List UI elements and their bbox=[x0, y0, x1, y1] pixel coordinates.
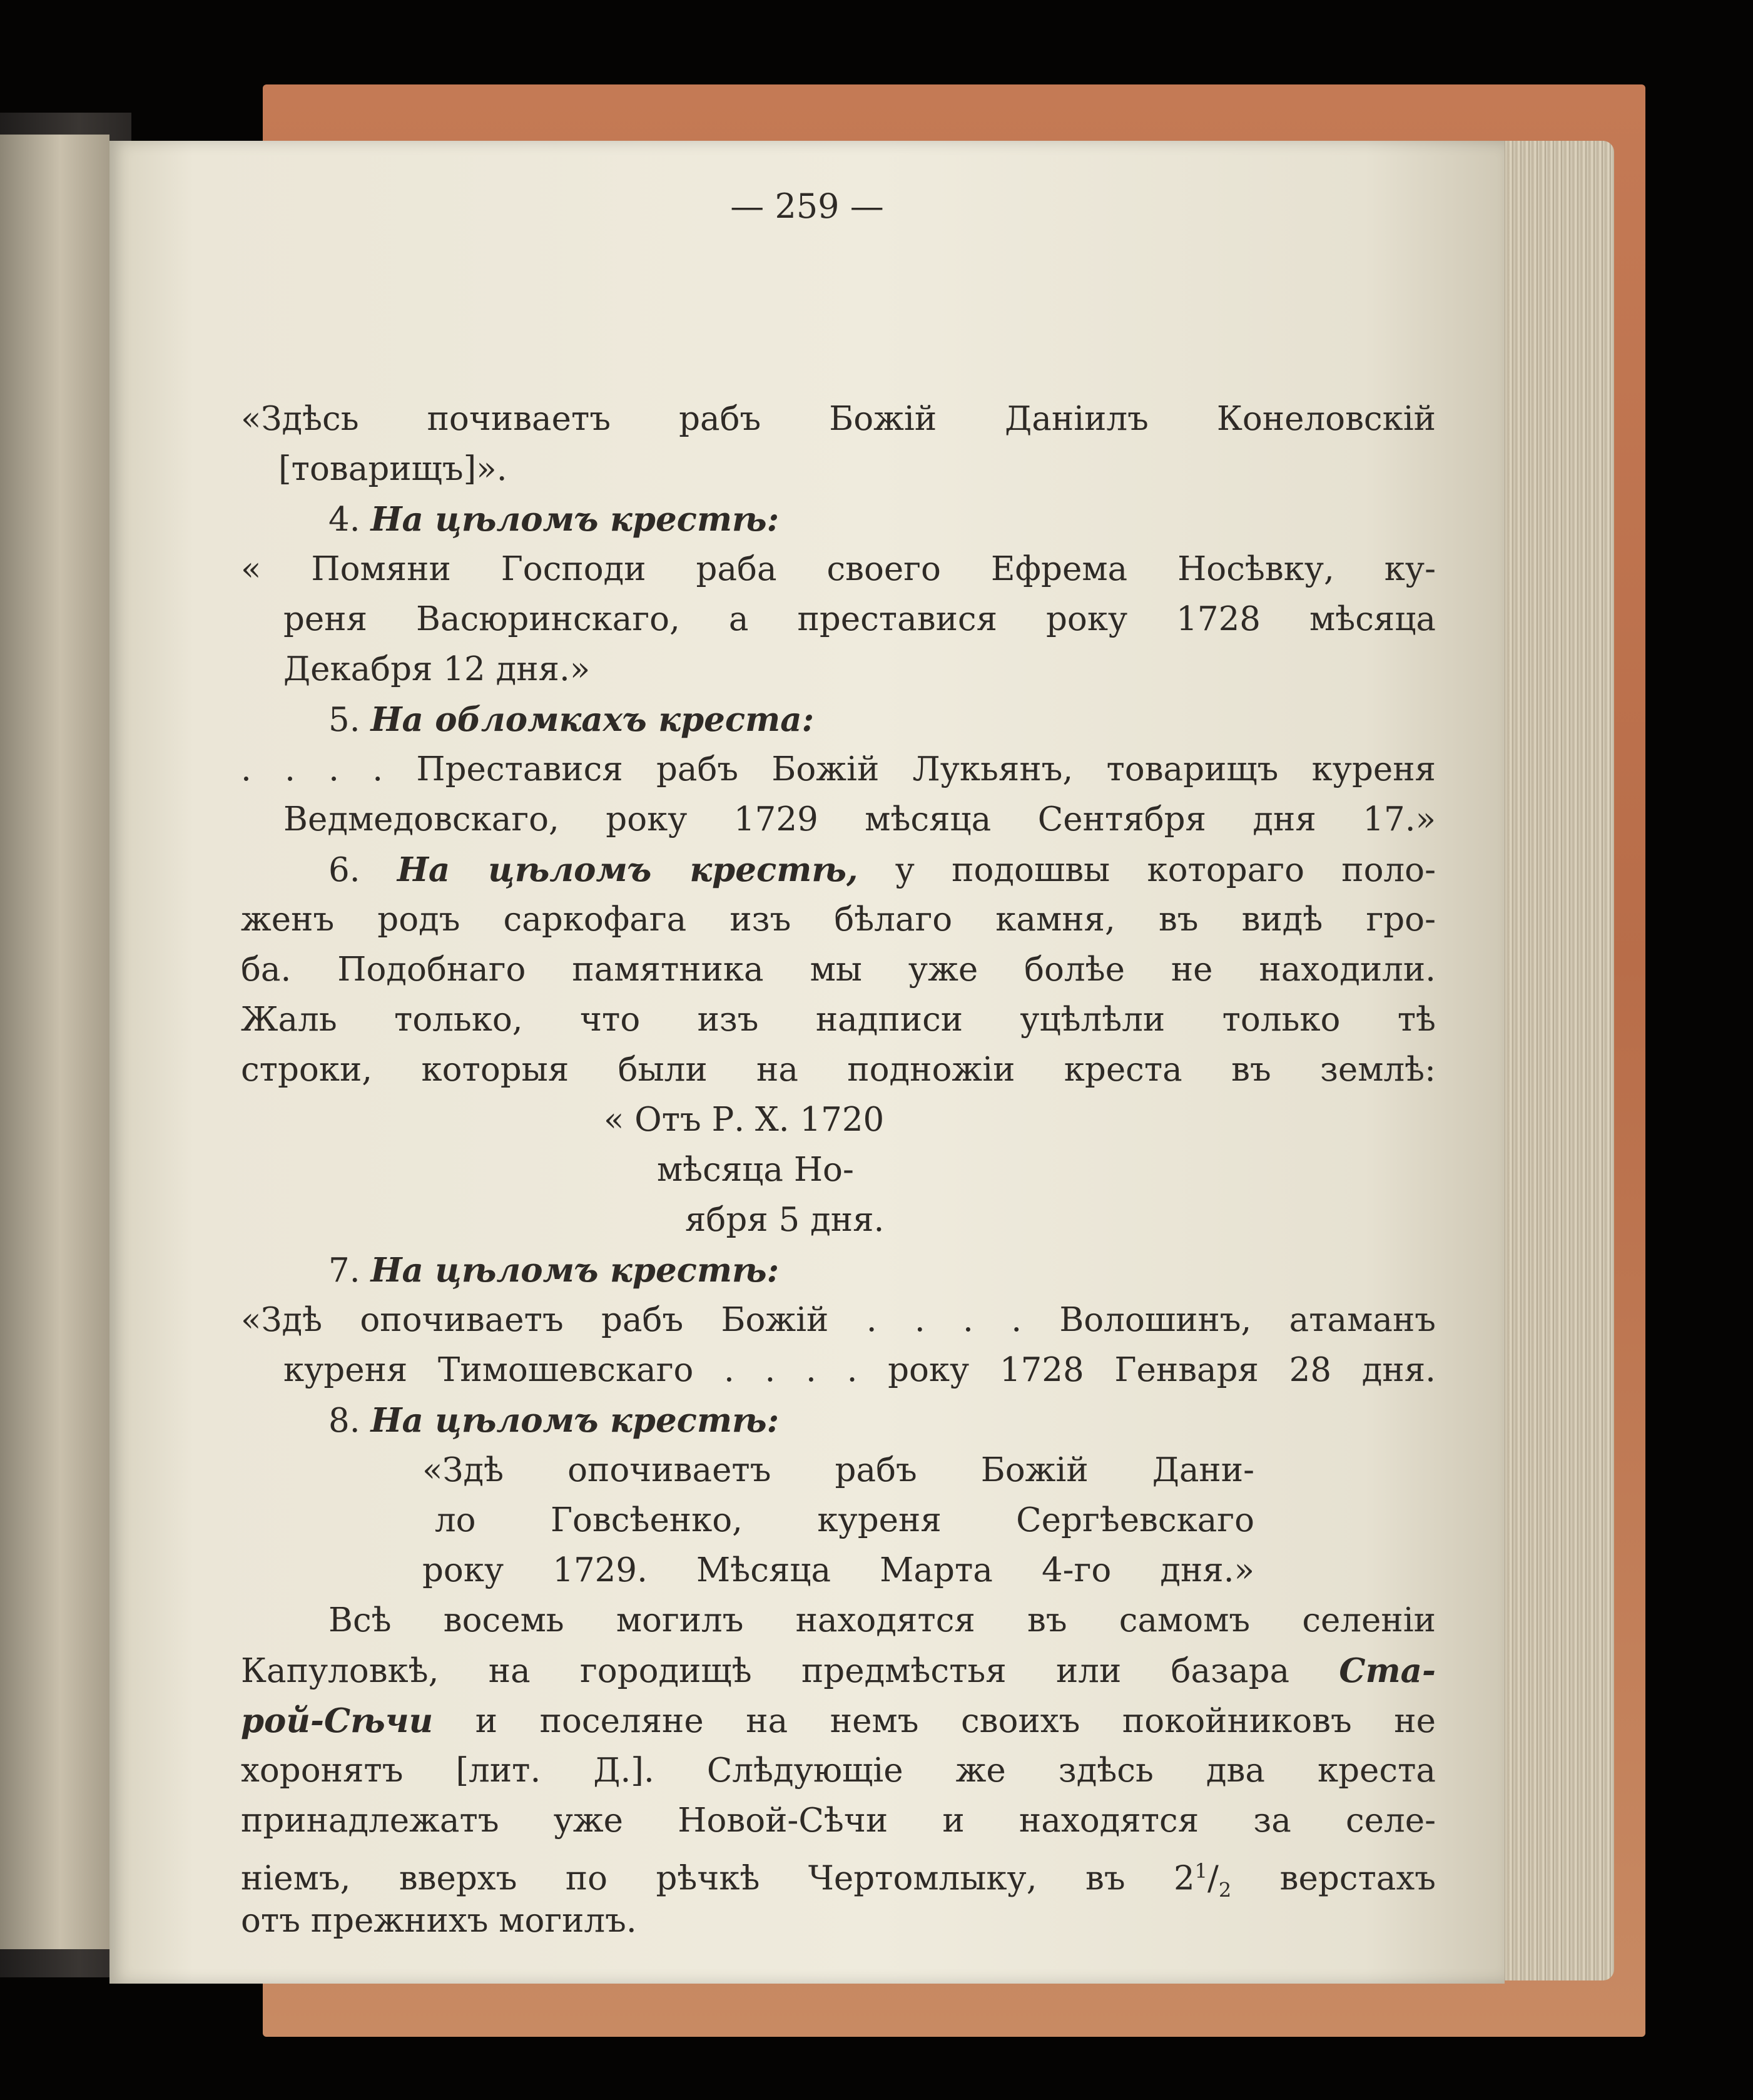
text-run: Капуловкѣ, на городищѣ предмѣстья или базара bbox=[241, 1652, 1290, 1690]
page-number: — 259 — bbox=[730, 186, 884, 226]
text-line: ніемъ, вверхъ по рѣчкѣ Чертомлыку, въ $2^1/_2$ верстахъ bbox=[241, 1859, 1436, 1902]
text-run: ніемъ, вверхъ по рѣчкѣ Чертомлыку, въ 2 bbox=[241, 1859, 1195, 1898]
section-number: 7. bbox=[328, 1251, 360, 1290]
italic-name: Ста- bbox=[1339, 1651, 1436, 1690]
text-line: Декабря 12 дня.» bbox=[283, 650, 591, 688]
page-text bbox=[109, 141, 1505, 1984]
text-line: Всѣ восемь могилъ находятся въ самомъ селеніи bbox=[328, 1601, 1436, 1639]
text-line: [товарищъ]». bbox=[278, 450, 507, 488]
text-line: принадлежатъ уже Новой-Сѣчи и находятся за селе- bbox=[241, 1802, 1436, 1840]
section-title: На цѣломъ крестѣ: bbox=[370, 1401, 780, 1440]
text-line: «Здѣ опочиваетъ рабъ Божій . . . . Волошинъ, атаманъ bbox=[241, 1301, 1436, 1339]
section-heading bbox=[328, 497, 779, 542]
text-line: . . . . Преставися рабъ Божій Лукьянъ, товарищъ куреня bbox=[241, 750, 1436, 788]
text-run: верстахъ bbox=[1279, 1859, 1436, 1898]
text-line: «Здѣсь почиваетъ рабъ Божій Даніилъ Конеловскій bbox=[241, 400, 1436, 438]
text-line: отъ прежнихъ могилъ. bbox=[241, 1902, 637, 1940]
text-line: куреня Тимошевскаго . . . . року 1728 Генваря 28 дня. bbox=[283, 1351, 1436, 1389]
left-page-edge bbox=[0, 135, 109, 1949]
text-line: хоронятъ [лит. Д.]. Слѣдующіе же здѣсь два креста bbox=[241, 1751, 1436, 1790]
section-heading bbox=[328, 698, 814, 742]
fraction-numerator: 1 bbox=[1194, 1859, 1208, 1883]
text-run: у подошвы котораго поло- bbox=[895, 851, 1436, 889]
section-heading bbox=[328, 1248, 779, 1293]
text-line: Ведмедовскаго, року 1729 мѣсяца Сентября дня 17.» bbox=[283, 800, 1436, 838]
text-line: ба. Подобнаго памятника мы уже болѣе не находили. bbox=[241, 951, 1436, 989]
inscription-line: року 1729. Мѣсяца Марта 4-го дня.» bbox=[422, 1551, 1254, 1589]
section-number: 5. bbox=[328, 701, 360, 739]
text-line: строки, которыя были на подножіи креста въ землѣ: bbox=[241, 1051, 1436, 1089]
text-run: и поселяне на немъ своихъ покойниковъ не bbox=[475, 1702, 1436, 1740]
section-heading bbox=[328, 848, 1436, 892]
fraction-denominator: 2 bbox=[1218, 1878, 1232, 1902]
section-title: На цѣломъ крестѣ: bbox=[370, 500, 780, 539]
text-line bbox=[241, 1699, 1436, 1743]
section-title: На цѣломъ крестѣ, bbox=[397, 850, 858, 889]
inscription-line: ября 5 дня. bbox=[685, 1201, 885, 1239]
section-heading bbox=[328, 1399, 779, 1443]
text-line: « Помяни Господи раба своего Ефрема Носѣвку, ку- bbox=[241, 550, 1436, 588]
section-number: 4. bbox=[328, 501, 360, 539]
section-title: На обломкахъ креста: bbox=[370, 700, 815, 739]
book-page bbox=[109, 141, 1505, 1984]
inscription-line: « Отъ Р. Х. 1720 bbox=[604, 1101, 885, 1139]
text-line: реня Васюринскаго, а преставися року 1728 мѣсяца bbox=[283, 600, 1436, 638]
inscription-line: ло Говсѣенко, куреня Сергѣевскаго bbox=[435, 1501, 1254, 1539]
text-line: Жаль только, что изъ надписи уцѣлѣли только тѣ bbox=[241, 1001, 1436, 1039]
inscription-line: мѣсяца Но- bbox=[657, 1151, 854, 1189]
text-line bbox=[241, 1649, 1436, 1693]
section-number: 8. bbox=[328, 1402, 360, 1440]
section-number: 6. bbox=[328, 851, 360, 889]
inscription-line: «Здѣ опочиваетъ рабъ Божій Дани- bbox=[422, 1451, 1254, 1489]
page-stack-edges bbox=[1489, 141, 1614, 1980]
italic-name: рой-Сѣчи bbox=[241, 1701, 434, 1740]
text-line: женъ родъ саркофага изъ бѣлаго камня, въ видѣ гро- bbox=[241, 900, 1436, 939]
section-title: На цѣломъ крестѣ: bbox=[370, 1251, 780, 1290]
